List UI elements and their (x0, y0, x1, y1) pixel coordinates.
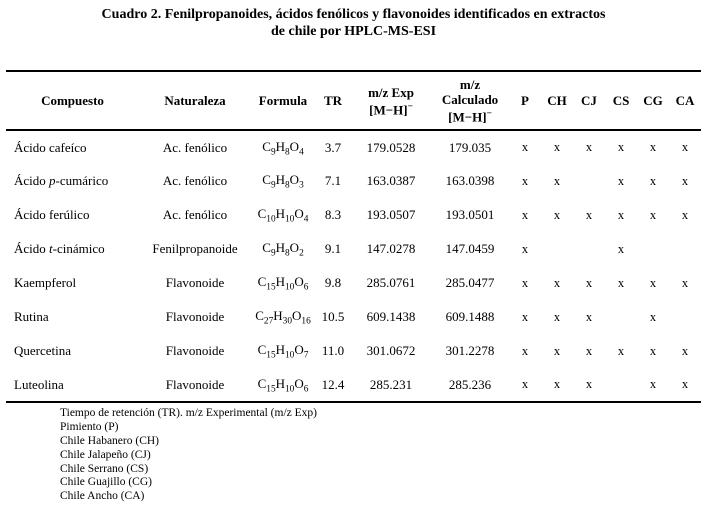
cell-mz-exp: 301.0672 (366, 343, 416, 359)
cell-formula: $C_9H_8O_2$ (262, 240, 304, 259)
table-row (6, 266, 701, 300)
cell-mz-exp: 285.0761 (366, 275, 416, 291)
cell-presence-ca: x (681, 173, 689, 188)
header-sample-cs: CS (612, 93, 630, 109)
cell-presence-ch (541, 232, 573, 266)
header-sample-p: P (521, 93, 529, 109)
table-row (6, 334, 701, 368)
cell-mz-exp: 163.0387 (366, 173, 416, 189)
table-row (6, 368, 701, 402)
cell-tiempo-retencion: 11.0 (321, 343, 345, 359)
cell-presence-ca (669, 300, 701, 334)
cell-tiempo-retencion: 8.3 (324, 207, 342, 223)
cell-naturaleza: Ac. fenólico (162, 207, 228, 223)
cell-presence-cg (637, 232, 669, 266)
cell-presence-ch: x (553, 377, 561, 392)
cell-presence-cg: x (649, 207, 657, 222)
cell-presence-p: x (521, 275, 529, 290)
cell-presence-cs: x (617, 241, 625, 256)
cell-tiempo-retencion: 7.1 (324, 173, 342, 189)
cell-presence-ch: x (553, 140, 561, 155)
header-tr: TR (323, 93, 343, 109)
cell-mz-exp: 147.0278 (366, 241, 416, 257)
cell-presence-cg: x (649, 343, 657, 358)
cell-compuesto: Ácido cafeíco (14, 139, 87, 155)
cell-presence-ca: x (681, 343, 689, 358)
cell-mz-calculado: 193.0501 (445, 207, 495, 223)
cell-presence-cj (573, 232, 605, 266)
footnote-chile-guajillo: Chile Guajillo (CG) (60, 476, 152, 489)
header-sample-cj: CJ (581, 93, 597, 109)
cell-presence-cj: x (585, 207, 593, 222)
cell-tiempo-retencion: 12.4 (321, 376, 345, 392)
cell-presence-cs: x (617, 343, 625, 358)
cell-naturaleza: Flavonoide (165, 376, 225, 392)
header-formula: Formula (258, 93, 308, 109)
cell-presence-cs: x (617, 275, 625, 290)
cell-presence-cj: x (585, 309, 593, 324)
table-row (6, 164, 701, 198)
cell-presence-cs (605, 300, 637, 334)
footnote-chile-jalapeno: Chile Jalapeño (CJ) (60, 448, 151, 461)
cell-tiempo-retencion: 3.7 (324, 139, 342, 155)
cell-naturaleza: Flavonoide (165, 309, 225, 325)
cell-mz-calculado: 301.2278 (445, 343, 495, 359)
cell-presence-p: x (521, 140, 529, 155)
cell-presence-ch: x (553, 207, 561, 222)
cell-presence-ca: x (681, 275, 689, 290)
cell-presence-ca: x (681, 140, 689, 155)
header-mz-exp: m/z Exp [M−H]− (368, 84, 414, 117)
cell-mz-exp: 609.1438 (366, 309, 416, 325)
cell-formula: $C_{15}H_{10}O_6$ (257, 274, 309, 293)
table-row (6, 198, 701, 232)
cell-presence-cj (573, 164, 605, 198)
cell-mz-calculado: 179.035 (448, 139, 492, 155)
header-row (6, 71, 701, 130)
cell-mz-calculado: 147.0459 (445, 241, 495, 257)
cell-mz-exp: 193.0507 (366, 207, 416, 223)
caption-line-2: de chile por HPLC-MS-ESI (270, 23, 437, 39)
header-sample-cg: CG (643, 93, 663, 109)
cell-mz-exp: 285.231 (369, 376, 413, 392)
table-body (6, 130, 701, 402)
footnote-chile-ancho: Chile Ancho (CA) (60, 490, 145, 503)
cell-presence-ch: x (553, 173, 561, 188)
cell-naturaleza: Ac. fenólico (162, 139, 228, 155)
cell-compuesto: Rutina (14, 309, 49, 325)
cell-presence-ch: x (553, 343, 561, 358)
cell-presence-cg: x (649, 275, 657, 290)
header-compuesto: Compuesto (41, 93, 104, 109)
cell-presence-cg: x (649, 173, 657, 188)
compounds-table (6, 70, 701, 403)
footnote-tr-exp: Tiempo de retención (TR). m/z Experimental (m/z Exp) (60, 407, 317, 420)
cell-presence-p: x (521, 377, 529, 392)
cell-presence-cg: x (649, 140, 657, 155)
cell-tiempo-retencion: 9.1 (324, 241, 342, 257)
cell-mz-calculado: 163.0398 (445, 173, 495, 189)
cell-formula: $C_{15}H_{10}O_6$ (257, 375, 309, 395)
header-mz-calculado: m/z Calculado [M−H]− (441, 77, 499, 125)
cell-presence-cj: x (585, 377, 593, 392)
cell-presence-p: x (521, 343, 529, 358)
footnote-pimiento: Pimiento (P) (60, 421, 119, 434)
table-row (6, 130, 701, 164)
cell-presence-cs: x (617, 207, 625, 222)
cell-naturaleza: Ac. fenólico (162, 173, 228, 189)
footnote-chile-habanero: Chile Habanero (CH) (60, 434, 159, 447)
header-sample-ca: CA (675, 93, 695, 109)
cell-presence-p: x (521, 207, 529, 222)
cell-presence-p: x (521, 241, 529, 256)
cell-compuesto: Ácido t-cinámico (14, 241, 105, 257)
cell-mz-exp: 179.0528 (366, 139, 416, 155)
cell-presence-cs (605, 368, 637, 402)
table-header (6, 71, 701, 130)
cell-presence-cs: x (617, 173, 625, 188)
cell-presence-ca: x (681, 207, 689, 222)
table-caption (0, 0, 707, 40)
cell-tiempo-retencion: 10.5 (321, 309, 345, 325)
cell-compuesto: Quercetina (14, 343, 72, 359)
cell-compuesto: Luteolina (14, 376, 64, 392)
cell-presence-ch: x (553, 309, 561, 324)
footnote-chile-serrano: Chile Serrano (CS) (60, 462, 149, 475)
footnotes (60, 407, 707, 504)
cell-mz-calculado: 285.0477 (445, 275, 495, 291)
cell-formula: $C_9H_8O_4$ (262, 138, 304, 158)
table-row (6, 300, 701, 334)
cell-presence-cg: x (649, 377, 657, 392)
cell-presence-cj: x (585, 343, 593, 358)
cell-presence-cj: x (585, 275, 593, 290)
cell-presence-ch: x (553, 275, 561, 290)
cell-formula: $C_{10}H_{10}O_4$ (257, 206, 309, 225)
header-sample-ch: CH (547, 93, 567, 109)
cell-presence-cg: x (649, 309, 657, 324)
cell-mz-calculado: 285.236 (448, 376, 492, 392)
cell-presence-ca (669, 232, 701, 266)
caption-line-1: Cuadro 2. Fenilpropanoides, ácidos fenólicos y flavonoides identificados en extractos (101, 7, 606, 22)
cell-compuesto: Ácido ferúlico (14, 207, 90, 223)
cell-presence-ca: x (681, 377, 689, 392)
cell-tiempo-retencion: 9.8 (324, 275, 342, 291)
cell-compuesto: Ácido p-cumárico (14, 173, 109, 189)
header-naturaleza: Naturaleza (164, 93, 226, 109)
cell-presence-cs: x (617, 140, 625, 155)
table-row (6, 232, 701, 266)
cell-naturaleza: Flavonoide (165, 343, 225, 359)
cell-naturaleza: Fenilpropanoide (152, 241, 238, 257)
cell-formula: $C_9H_8O_3$ (262, 172, 304, 191)
cell-compuesto: Kaempferol (14, 275, 77, 291)
cell-presence-cj: x (585, 140, 593, 155)
cell-formula: $C_{15}H_{10}O_7$ (257, 342, 309, 361)
cell-formula: $C_{27}H_{30}O_{16}$ (255, 308, 311, 327)
cell-presence-p: x (521, 309, 529, 324)
cell-mz-calculado: 609.1488 (445, 309, 495, 325)
cell-presence-p: x (521, 173, 529, 188)
cell-naturaleza: Flavonoide (165, 275, 225, 291)
